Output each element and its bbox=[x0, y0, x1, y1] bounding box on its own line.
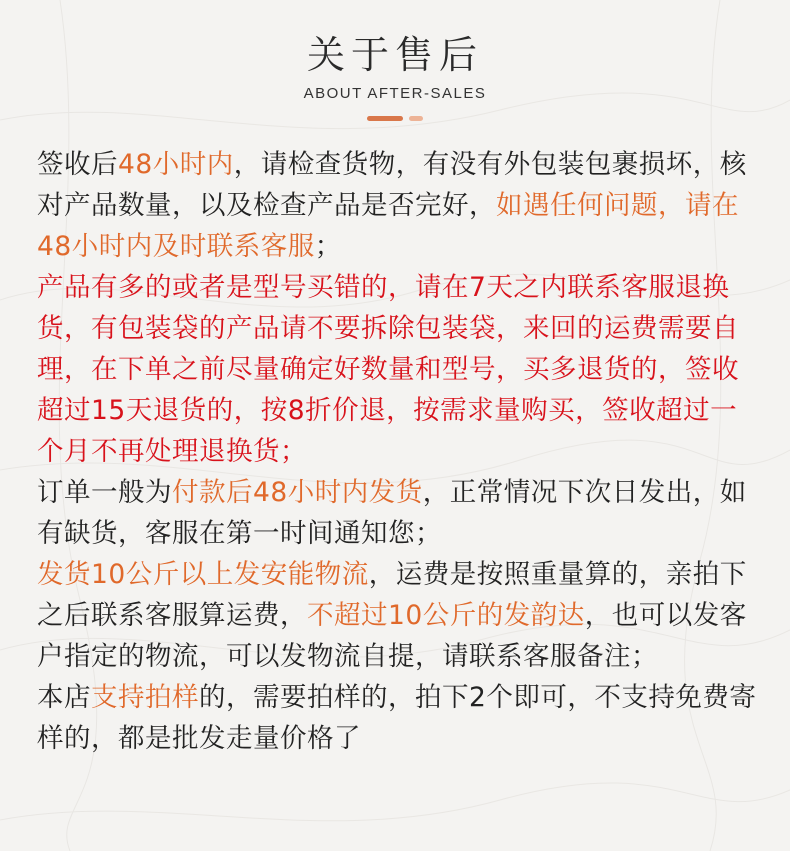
page-title: 关于售后 bbox=[306, 33, 483, 77]
header bbox=[0, 30, 790, 104]
paragraph-inspection bbox=[37, 144, 759, 267]
paragraph-shipping-time bbox=[37, 472, 759, 554]
title-divider bbox=[367, 116, 427, 121]
highlight-samples-supported: 支持拍样 bbox=[91, 682, 199, 713]
text-segment: ，正常情况下次日发出，如有缺货，客服在第一时间通知您； bbox=[37, 477, 747, 549]
paragraph-logistics bbox=[37, 554, 759, 677]
highlight-contact-service: 如遇任何问题，请在48小时内及时联系客服 bbox=[37, 190, 739, 262]
text-segment: ，请检查货物，有没有外包装包裹损坏，核对产品数量，以及检查产品是否完好， bbox=[37, 149, 747, 221]
text-segment: 本店 bbox=[37, 682, 91, 713]
text-segment: ，运费是按照重量算的，亲拍下之后联系客服算运费， bbox=[37, 559, 747, 631]
text-segment: ； bbox=[314, 231, 342, 262]
text-segment: 的，需要拍样的，拍下2个即可，不支持免费寄样的，都是批发走量价格了 bbox=[37, 682, 757, 754]
after-sales-content bbox=[37, 144, 759, 759]
highlight-ship-48-hours: 付款后48小时内发货 bbox=[172, 477, 423, 508]
text-segment: 签收后 bbox=[37, 149, 118, 180]
page-subtitle: ABOUT AFTER-SALES bbox=[303, 85, 487, 102]
highlight-48-hours: 48小时内 bbox=[118, 149, 234, 180]
text-segment: ，也可以发客户指定的物流，可以发物流自提，请联系客服备注； bbox=[37, 600, 747, 672]
highlight-yunda: 不超过10公斤的发韵达 bbox=[307, 600, 585, 631]
highlight-anneng-logistics: 发货10公斤以上发安能物流 bbox=[37, 559, 369, 590]
divider-bar-main bbox=[367, 116, 403, 121]
paragraph-samples bbox=[37, 677, 759, 759]
divider-bar-small bbox=[409, 116, 423, 121]
paragraph-return-policy: 产品有多的或者是型号买错的，请在7天之内联系客服退换货，有包装袋的产品请不要拆除包装袋，来回的运费需要自理，在下单之前尽量确定好数量和型号，买多退货的，签收超过15天退货的，按8折价退，按需求量购买，签收超过一个月不再处理退换货； bbox=[37, 272, 739, 467]
text-segment: 订单一般为 bbox=[37, 477, 172, 508]
